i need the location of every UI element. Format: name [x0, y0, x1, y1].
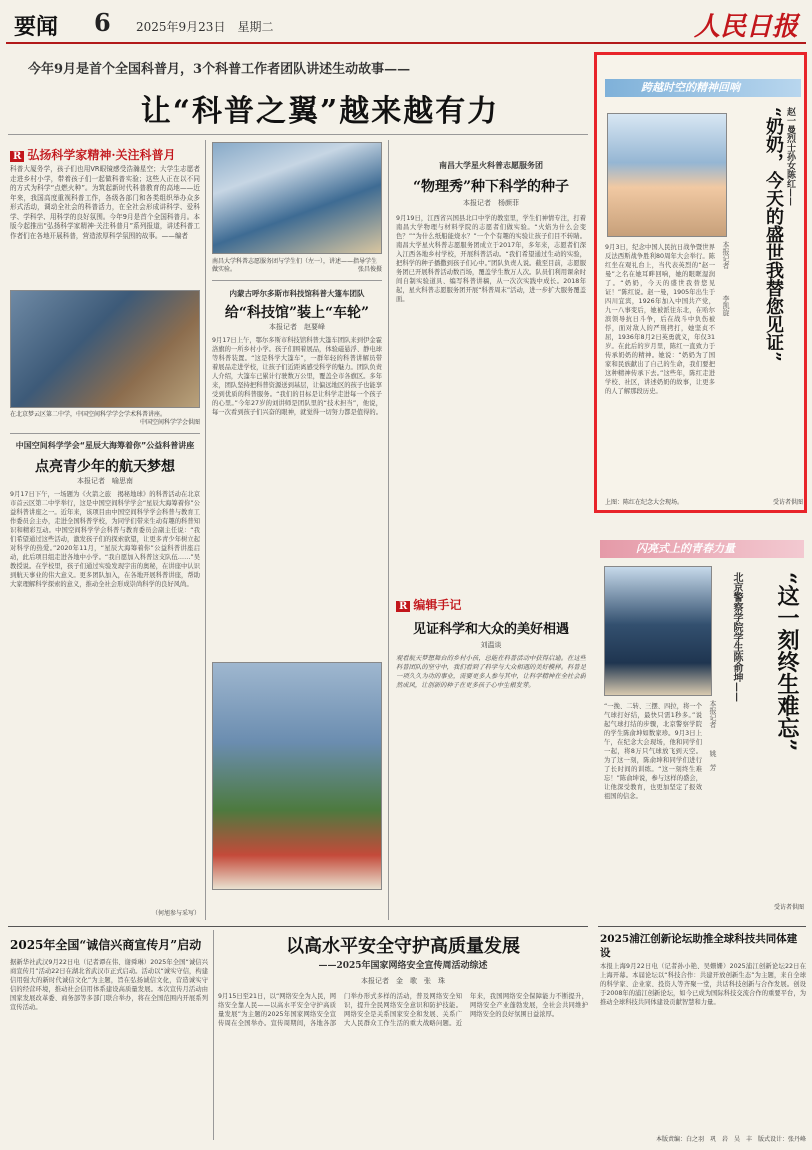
- sidebar2-photo-credit: 受访者供图: [773, 904, 804, 911]
- space-article-title: 点亮青少年的航天梦想: [35, 459, 175, 475]
- sidebar-kicker: 赵一曼烈士孙女陈红——: [785, 107, 795, 206]
- lab-photo-caption: 南昌大学科普志愿服务团与学生们（左一），讲述——指导学生做实验。: [212, 258, 378, 273]
- masthead: [6, 4, 806, 44]
- sidebar2-byline-name: 姚 芳: [709, 750, 717, 771]
- playground-photo: [212, 662, 382, 890]
- sidebar-band-title: 跨越时空的精神回响: [605, 79, 801, 97]
- sidebar-headline: “奶奶，今天的盛世我替您见证”: [763, 107, 784, 362]
- editor-note-byline: 刘温谈: [480, 641, 502, 649]
- lecture-photo: [10, 290, 200, 408]
- lab-photo: [212, 142, 382, 254]
- editor-note-header: [396, 594, 586, 613]
- integrity-month-headline: 2025年全国“诚信兴商宣传月”启动: [10, 938, 202, 952]
- page-number: 6: [94, 8, 111, 37]
- lecture-photo-credit: 中国空间科学学会供图: [139, 419, 200, 426]
- space-article-byline: 本报记者 喻思南: [77, 477, 133, 485]
- vehicle-article-title: 给“科技馆”装上“车轮”: [224, 305, 370, 321]
- column-tag: R: [10, 151, 24, 162]
- page-editor-credits: 本版责编：白之羽 巩 岩 吴 丰 版式设计：张丹峰: [655, 1136, 806, 1143]
- featured-sidebar-box: [594, 52, 807, 513]
- column-header: [10, 144, 200, 163]
- vehicle-article-text: 9月17日上午，鄂尔多斯市科技馆科普大篷车团队来到伊金霍洛旗的一所乡村小学。孩子们围着展品，体验磁悬浮、静电球等科普装置。“这是科学大篷车”，一群年轻的科普讲解员带着展品走进学校，让孩子们近距离感受科学的魅力。团队负责人介绍，大篷车已累计行驶数万公里，覆盖全市各旗区。多年来，团队坚持把科普资源送到基层，让偏远地区的孩子也能享受到优质的科普服务。“我们的目标是让科学走进每一个孩子的心里。”今年27岁的刘讲师是团队里的“技术担当”，他说，每一次看到孩子们兴奋的眼神，就觉得一切努力都是值得的。: [212, 337, 382, 416]
- integrity-month-text: 据新华社武汉9月22日电（记者谭在伟、谢舜琳）2025年全国“诚信兴商宣传月”活动22日在湖北省武汉市正式启动。活动以“诚实守信，构建信用强大的新时代诚信文化”为主题，旨在弘扬诚信文化，营造诚实守信的经营环境，推动社会信用体系建设高质量发展。本次宣传月活动由国家发展改革委、商务部等多部门联合举办，将在全国范围内开展系列宣传活动。: [10, 959, 208, 1011]
- chen-yukun-photo: [604, 566, 712, 696]
- cybersecurity-headline: 以高水平安全守护高质量发展: [286, 936, 520, 957]
- lab-photo-credit: 张昌俊摄: [357, 266, 382, 273]
- sidebar-photo-caption: 上图：陈红在纪念大会现场。: [605, 499, 684, 506]
- space-article-title-small: 中国空间科学学会“星辰大海筹着你”公益科普讲座: [15, 441, 195, 450]
- top-story-kicker: 今年9月是首个全国科普月，3个科普工作者团队讲述生动故事——: [28, 62, 411, 77]
- physics-article-title-small: 南昌大学星火科普志愿服务团: [439, 161, 543, 170]
- column-title: 弘扬科学家精神·关注科普月: [27, 148, 176, 162]
- pujiang-forum-text: 本报上海9月22日电（记者孙小艳、吴姗姗）2025浦江创新论坛22日在上海开幕。本届论坛以“科技合作：共建开放创新生态”为主题，来自全球的科学家、企业家、投资人等齐聚一堂，共话科技创新与合作发展。创设于2008年的浦江创新论坛，如今已成为国际科技交流合作的重要平台，为推动全球科技共同体建设贡献智慧和力量。: [600, 963, 806, 1006]
- space-article-text: 9月17日下午，一场题为《火箭之旅 揭秘地球》的科普活动在北京市首云区第二中学举行，这是中国空间科学学会“星辰大海筹着你”公益科普讲座之一。近年来，该项目由中国空间科学学会科普与教育工作委员会主办，走进全国科普学校，为同学们带来生动有趣的科普知识和精彩互动。中国空间科学学会科普与教育委员会副主任说：“我们希望通过这些活动，激发孩子们的探索欲望，让更多青少年树立起对科学的热爱。”2020年11月，“星辰大海筹着你”公益科普讲座启动，此后项目组走进各地中小学。“我自愿加入科普这支队伍……”吴教授说。在学校里，孩子们通过实验发现宇宙的奥秘，在讲座中认识到航天事业的伟大意义。更多团队加入，在各地开展科普讲座，帮助大家理解科学探索的意义，推动全社会形成崇尚科学的良好风尚。: [10, 491, 200, 588]
- sidebar2-kicker: 北京警察学院学生陈俞坤——: [731, 572, 742, 702]
- sidebar2-byline-label: 本报记者: [709, 700, 717, 728]
- sidebar-article-text: 9月3日，纪念中国人民抗日战争暨世界反法西斯战争胜利80周年大会举行。陈红坐在观礼台上，当代表英烈的“赵一曼”之名在她耳畔回响，她的眼眶湿润了。“奶奶，今天的盛世我替您见证！”陈红说。赵一曼，1905年出生于四川宜宾，1926年加入中国共产党，九一八事变后，她被派往东北，在哈尔滨领导抗日斗争，后在战斗中负伤被俘，面对敌人的严刑拷打，她坚贞不屈，1936年8月2日英勇就义，年仅31岁。在此后的岁月里，陈红一直致力于传承奶奶的精神。她说：“奶奶为了国家和民族献出了自己的生命，我们要把这种精神传承下去。”这些年，陈红走进学校、社区，讲述奶奶的故事，让更多的人了解那段历史。: [605, 244, 715, 395]
- newspaper-logo: 人民日报: [693, 12, 798, 42]
- lecture-photo-caption: 在北京梦云区第二中学，中国空间科学学会学术科普讲座。: [10, 411, 167, 418]
- section-name: 要闻: [14, 14, 59, 40]
- sidebar2-band-title: 闪亮式上的青春力量: [600, 540, 804, 558]
- sidebar2-article-text: “一挽、二转、三摆、四拉，将一个气球打好结，最快只需1秒多。”说起气球打结的步骤，北京警察学院的学生陈俞坤如数家珍。9月3日上午，在纪念大会现场，他和同学们一起，将8万只气球放飞到天空。为了这一刻，陈俞坤和同学们进行了长时间的训练。“这一刻终生难忘！”陈俞坤说，参与这样的盛会，让他深受教育，也更加坚定了报效祖国的信念。: [604, 703, 702, 800]
- column-intro-text: 科普大厦务学，孩子们也用VR眼镜感受浩瀚星空；大学生志愿者走进乡村小学，带着孩子们一起做科普实验；这些人正在以不同的方式为科学“点燃火种”。为筑起新时代科普教育的高地——近年来，我国高度重视科普工作，各级各部门和各类组织举办众多形式活动，调动全社会的科普活力，在全社会形成讲科学、爱科学、学科学、用科学的良好氛围。今年9月是首个全国科普月。本版今起推出“弘扬科学家精神·关注科普月”系列报道，讲述科普工作者们在各地开展科普，营造浓厚科学氛围的故事。——编者: [10, 165, 200, 240]
- editor-note-label: 编辑手记: [413, 598, 462, 612]
- sidebar-photo-credit: 受访者供图: [772, 499, 803, 506]
- sidebar-byline-name: 李凯旋: [722, 295, 730, 316]
- vehicle-article-byline: 本报记者 赵要峰: [269, 323, 325, 331]
- vehicle-article-title-small: 内蒙古呼尔多斯市科技馆科普大篷车团队: [229, 289, 365, 298]
- sidebar-headline-block: [737, 107, 797, 423]
- physics-article-byline: 本报记者 杨颜菲: [463, 199, 519, 207]
- editor-note-tag: R: [396, 601, 410, 612]
- chen-hong-photo: [607, 113, 727, 237]
- sidebar2-headline: “这一刻终生难忘”: [774, 572, 800, 752]
- space-article-credit: （何旭参与采写）: [151, 910, 200, 917]
- physics-article-title: “物理秀”种下科学的种子: [412, 179, 570, 195]
- physics-article-text: 9月19日，江西省兴国县北口中学的教室里，学生们神情专注，打着南昌大学物理与材料学院的志愿者们做实验。“火焰为什么会变色？”“为什么纸船能烧水？”一个个有趣的实验让孩子们目不转睛。南昌大学星火科普志愿服务团成立于2017年，多年来，志愿者们深入江西各地乡村学校，开展科普活动。“我们希望通过生动的实验，把科学的种子播撒到孩子们心中。”团队负责人说。截至目前，志愿服务团已开展科普活动数百场，覆盖学生数万人次。队员们利用课余时间自制实验道具、编写科普讲稿，从一次次实践中成长。2018年起，星火科普志愿服务团开展“科普周末”活动，进一步扩大服务覆盖面。: [396, 215, 586, 303]
- issue-date: 2025年9月23日 星期二: [136, 20, 274, 34]
- editor-note-title: 见证科学和大众的美好相遇: [412, 622, 569, 637]
- cybersecurity-text: 9月15日至21日，以“网络安全为人民，网络安全靠人民——以高水平安全守护高质量发展”为主题的2025年国家网络安全宣传周在全国举办。宣传周期间，各地各部门举办形式多样的活动，普及网络安全知识，提升全民网络安全意识和防护技能。网络安全是关系国家安全和发展、关系广大人民群众工作生活的重大战略问题。近年来，我国网络安全保障能力不断提升，网络安全产业蓬勃发展，全社会共同维护网络安全的良好氛围日益浓厚。: [218, 993, 588, 1027]
- top-story-headline: 让“科普之翼”越来越有力: [140, 94, 500, 129]
- cybersecurity-byline: 本报记者 金 歌 张 珠: [361, 977, 445, 985]
- cybersecurity-subhead: ——2025年国家网络安全宣传周活动综述: [318, 961, 488, 971]
- pujiang-forum-headline: 2025浦江创新论坛助推全球科技共同体建设: [600, 933, 798, 959]
- editor-note-text: 观看航天梦想舞台的乡村小孩，总能在科普活动中获得启迪。在这些科普团队的坚守中，我们看到了科学与大众相遇的美好模样。科普是一项久久为功的事业，需要更多人参与其中，让科学精神在全社会蔚然成风，让创新的种子在更多孩子心中生根发芽。: [396, 655, 586, 689]
- sidebar-byline-label: 本报记者: [722, 241, 730, 269]
